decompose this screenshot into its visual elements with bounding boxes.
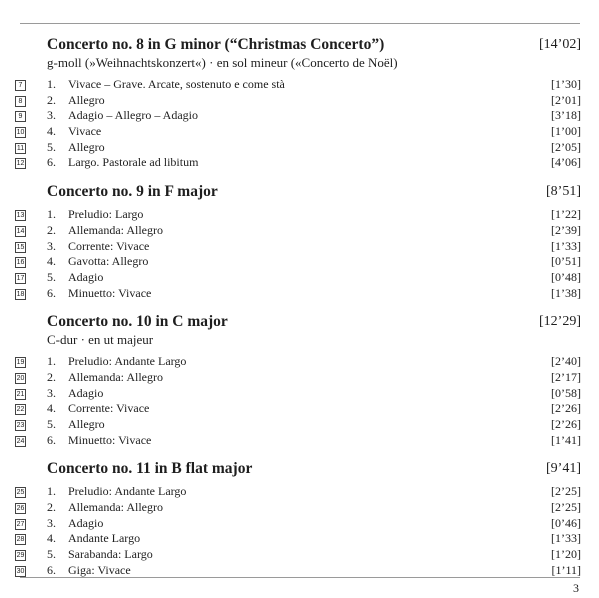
track-number-box: 9 — [15, 111, 26, 122]
track-row — [15, 93, 581, 109]
movement-time: [1’20] — [551, 547, 581, 562]
movement-time: [1’33] — [551, 531, 581, 546]
movement-time: [2’39] — [551, 222, 581, 237]
movement-number: 6. — [47, 155, 56, 170]
movement-number: 4. — [47, 401, 56, 416]
movement-name: Adagio — [68, 515, 104, 530]
movement-name: Minuetto: Vivace — [68, 285, 152, 300]
track-number-box: 12 — [16, 160, 25, 168]
movement-name: Minuetto: Vivace — [68, 432, 152, 447]
track-row — [15, 500, 581, 516]
movement-name: Preludio: Andante Largo — [68, 354, 187, 369]
track-number-box: 19 — [16, 359, 25, 367]
track-row — [15, 124, 581, 140]
movement-time: [2’01] — [551, 92, 581, 107]
tracklist — [15, 35, 581, 590]
track-number-box: 28 — [16, 536, 25, 544]
track-row — [15, 484, 581, 500]
movement-time: [1’30] — [551, 77, 581, 91]
movement-number: 4. — [47, 124, 56, 139]
track-number-box: 17 — [16, 274, 25, 282]
movement-number: 5. — [47, 139, 56, 154]
movement-time: [2’05] — [551, 139, 581, 154]
track-number-box: 30 — [16, 567, 25, 575]
movement-name: Gavotta: Allegro — [68, 254, 149, 269]
concerto-title: Concerto no. 11 in B flat major — [47, 460, 253, 478]
track-number-box: 11 — [16, 144, 25, 152]
movement-number: 1. — [47, 354, 56, 369]
track-number-box: 26 — [16, 505, 25, 513]
movement-name: Allemanda: Allegro — [68, 222, 163, 237]
track-number-box: 23 — [16, 422, 25, 429]
movement-name: Corrente: Vivace — [68, 401, 150, 416]
track-number-box: 7 — [15, 80, 26, 91]
track-number-box: 8 — [15, 96, 26, 107]
track-row — [15, 155, 581, 171]
movement-time: [2’25] — [551, 484, 581, 499]
movement-time: [2’26] — [551, 417, 581, 431]
concerto-header — [15, 459, 581, 478]
concerto-10 — [15, 312, 581, 448]
movement-time: [3’18] — [551, 108, 581, 123]
track-number-box: 15 — [16, 243, 25, 251]
concerto-duration: [14’02] — [539, 37, 581, 52]
track-row — [15, 239, 581, 255]
movement-number: 2. — [47, 92, 56, 107]
track-row — [15, 386, 581, 402]
track-row — [15, 254, 581, 270]
concerto-header — [15, 312, 581, 331]
track-row — [15, 547, 581, 563]
movement-number: 3. — [47, 238, 56, 253]
movement-time: [0’46] — [551, 515, 581, 530]
track-row — [15, 433, 581, 449]
movement-name: Preludio: Largo — [68, 207, 144, 222]
movement-time: [1’41] — [551, 432, 581, 447]
track-row — [15, 354, 581, 370]
track-row — [15, 270, 581, 286]
track-number-box: 22 — [16, 406, 25, 414]
concerto-8 — [15, 35, 581, 171]
movement-name: Vivace – Grave. Arcate, sostenuto e come stà — [68, 77, 285, 91]
track-row — [15, 370, 581, 386]
concerto-subtitle: C-dur · en ut majeur — [47, 332, 154, 348]
movement-name: Adagio — [68, 385, 104, 400]
track-row — [15, 401, 581, 417]
movement-number: 1. — [47, 207, 56, 222]
track-list — [15, 77, 581, 171]
movement-time: [2’25] — [551, 500, 581, 515]
concerto-duration: [9’41] — [546, 461, 581, 477]
movement-number: 1. — [47, 77, 56, 91]
movement-number: 2. — [47, 369, 56, 384]
movement-number: 6. — [47, 562, 56, 577]
track-number-box: 10 — [16, 129, 25, 137]
track-number-box: 24 — [16, 437, 25, 445]
track-number-box: 21 — [16, 390, 25, 398]
movement-name: Adagio — [68, 269, 104, 284]
track-row — [15, 223, 581, 239]
movement-name: Andante Largo — [68, 531, 141, 546]
concerto-duration: [12’29] — [539, 314, 581, 330]
movement-number: 1. — [47, 484, 56, 499]
movement-name: Allemanda: Allegro — [68, 369, 163, 384]
track-number-box: 27 — [16, 520, 25, 528]
movement-name: Allegro — [68, 417, 105, 431]
track-number-box: 29 — [16, 552, 25, 560]
movement-number: 6. — [47, 432, 56, 447]
concerto-title: Concerto no. 8 in G minor (“Christmas Concerto”) — [47, 36, 385, 53]
movement-number: 2. — [47, 222, 56, 237]
movement-name: Adagio – Allegro – Adagio — [68, 108, 198, 123]
movement-time: [2’26] — [551, 401, 581, 416]
concerto-header — [15, 182, 581, 201]
concerto-11 — [15, 459, 581, 578]
movement-time: [1’11] — [551, 562, 581, 577]
track-row — [15, 140, 581, 156]
movement-time: [2’17] — [551, 369, 581, 384]
track-row — [15, 207, 581, 223]
movement-name: Largo. Pastorale ad libitum — [68, 155, 199, 170]
page-number: 3 — [573, 581, 579, 595]
movement-number: 2. — [47, 500, 56, 515]
track-row — [15, 286, 581, 302]
movement-number: 3. — [47, 108, 56, 123]
top-rule — [20, 23, 580, 24]
bottom-rule — [20, 577, 580, 578]
track-list — [15, 484, 581, 578]
track-list — [15, 354, 581, 448]
movement-name: Preludio: Andante Largo — [68, 484, 187, 499]
concerto-9 — [15, 182, 581, 301]
track-number-box: 20 — [16, 374, 25, 382]
concerto-title: Concerto no. 10 in C major — [47, 313, 228, 331]
movement-number: 5. — [47, 547, 56, 562]
movement-name: Allemanda: Allegro — [68, 500, 163, 515]
track-number-box: 18 — [16, 290, 25, 298]
concerto-subtitle: g-moll (»Weihnachtskonzert«) · en sol mineur («Concerto de Noël) — [47, 55, 398, 70]
movement-number: 6. — [47, 285, 56, 300]
movement-name: Giga: Vivace — [68, 562, 131, 577]
concerto-header — [15, 35, 581, 54]
track-number-box: 16 — [16, 259, 25, 267]
concerto-duration: [8’51] — [546, 184, 581, 200]
movement-number: 3. — [47, 515, 56, 530]
movement-number: 4. — [47, 531, 56, 546]
movement-name: Sarabanda: Largo — [68, 547, 153, 562]
track-number-box: 14 — [16, 227, 25, 235]
movement-time: [1’22] — [551, 207, 581, 222]
track-row — [15, 531, 581, 547]
track-row — [15, 77, 581, 93]
movement-number: 3. — [47, 385, 56, 400]
movement-number: 4. — [47, 254, 56, 269]
track-row — [15, 417, 581, 433]
movement-time: [0’48] — [551, 269, 581, 284]
movement-time: [2’40] — [551, 354, 581, 369]
movement-number: 5. — [47, 269, 56, 284]
concerto-title: Concerto no. 9 in F major — [47, 183, 218, 201]
movement-time: [4’06] — [551, 155, 581, 170]
movement-time: [0’51] — [551, 254, 581, 269]
movement-name: Vivace — [68, 124, 102, 139]
movement-time: [1’00] — [551, 124, 581, 139]
track-number-box: 25 — [16, 489, 25, 497]
movement-time: [1’33] — [551, 238, 581, 253]
track-row — [15, 516, 581, 532]
track-row — [15, 108, 581, 124]
track-number-box: 13 — [16, 212, 25, 220]
movement-time: [1’38] — [551, 285, 581, 300]
movement-name: Allegro — [68, 92, 105, 107]
track-list — [15, 207, 581, 301]
movement-name: Allegro — [68, 139, 105, 154]
movement-name: Corrente: Vivace — [68, 238, 150, 253]
movement-time: [0’58] — [551, 385, 581, 400]
movement-number: 5. — [47, 417, 56, 431]
